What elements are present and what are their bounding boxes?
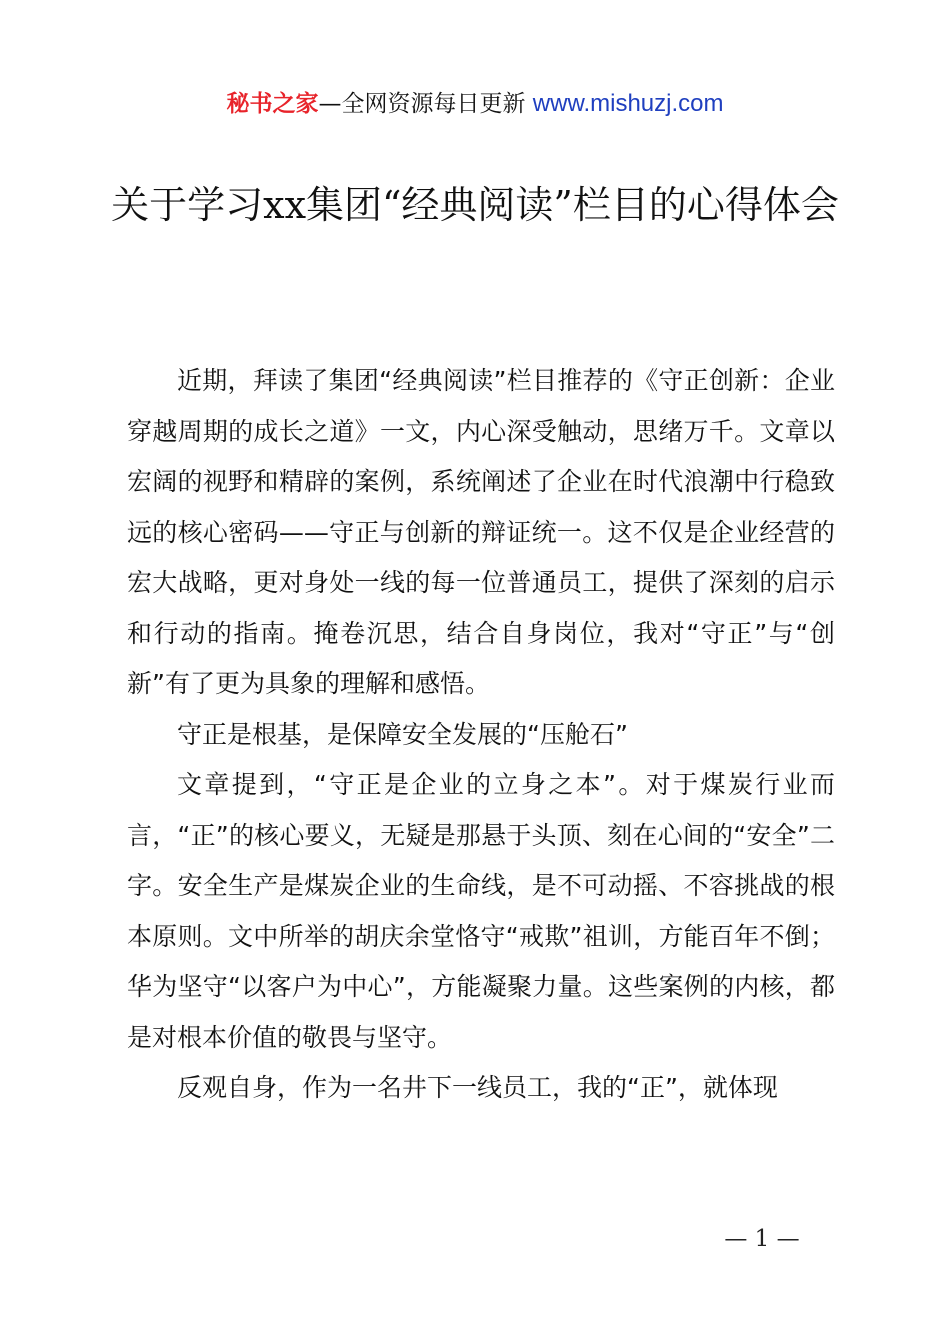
brand-name: 秘书之家: [226, 91, 319, 117]
body-paragraph: 反观自身，作为一名井下一线员工，我的“正”，就体现: [177, 1073, 778, 1102]
section-heading: 守正是根基，是保障安全发展的“压舱石”: [177, 719, 628, 749]
document-body: [127, 356, 835, 1114]
site-url-link[interactable]: www.mishuzj.com: [532, 90, 724, 117]
site-banner: [0, 86, 950, 122]
page-number: — 1 —: [724, 1226, 800, 1252]
banner-tagline: —全网资源每日更新: [318, 91, 533, 117]
body-paragraph: 文章提到，“守正是企业的立身之本”。对于煤炭行业而言，“正”的核心要义，无疑是那悬于头顶、刻在心间的“安全”二字。安全生产是煤炭企业的生命线，是不可动摇、不容挑战的根本原则。文中所举的胡庆余堂恪守“戒欺”祖训，方能百年不倒；华为坚守“以客户为中心”，方能凝聚力量。这些案例的内核，都是对根本价值的敬畏与坚守。: [127, 770, 835, 1052]
document-title: 关于学习xx集团“经典阅读”栏目的心得体会: [111, 183, 839, 227]
body-paragraph: 近期，拜读了集团“经典阅读”栏目推荐的《守正创新：企业穿越周期的成长之道》一文，内心深受触动，思绪万千。文章以宏阔的视野和精辟的案例，系统阐述了企业在时代浪潮中行稳致远的核心密码——守正与创新的辩证统一。这不仅是企业经营的宏大战略，更对身处一线的每一位普通员工，提供了深刻的启示和行动的指南。掩卷沉思，结合自身岗位，我对“守正”与“创新”有了更为具象的理解和感悟。: [127, 366, 835, 698]
